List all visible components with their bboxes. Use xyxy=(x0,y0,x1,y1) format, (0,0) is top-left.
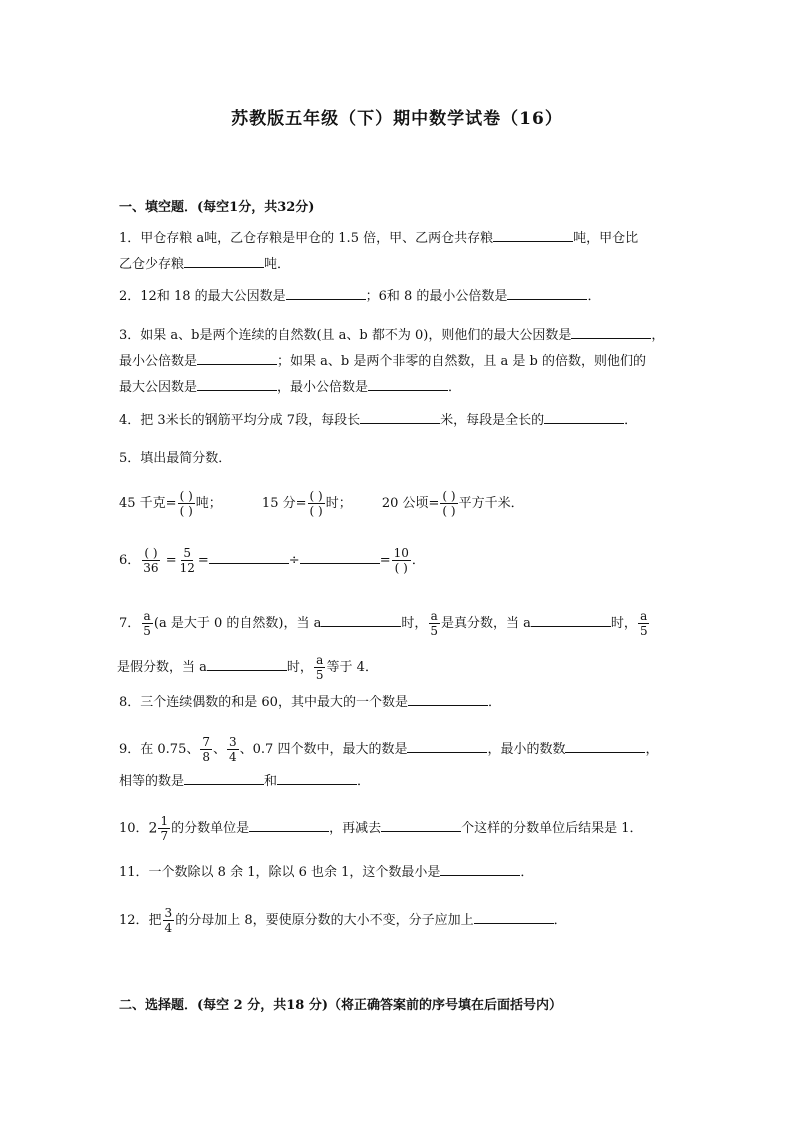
q7-frac1-den: 5 xyxy=(143,624,151,638)
q6-equals-2: = xyxy=(197,553,209,568)
q7-text-d: 时， xyxy=(610,616,637,631)
q9-sep: 、 xyxy=(213,742,227,757)
q7-lead: 7． xyxy=(119,616,141,631)
section-1-heading: 一、填空题．(每空1分，共32分) xyxy=(119,200,315,215)
q9-fraction-3-4 xyxy=(227,735,239,764)
section-2-heading: 二、选择题．(每空 2 分，共18 分)（将正确答案前的序号填在后面括号内） xyxy=(119,998,563,1013)
q6-equals-1: = xyxy=(165,553,177,568)
q4-text-a: 4．把 3米长的钢筋平均分成 7段，每段长 xyxy=(119,413,361,428)
q2-blank-2[interactable] xyxy=(507,285,587,300)
q6-blank-2[interactable] xyxy=(300,549,380,564)
q9-fraction-7-8 xyxy=(200,735,212,764)
q3-blank-4[interactable] xyxy=(368,376,448,391)
question-5-heading: 5．填出最简分数． xyxy=(119,451,232,466)
q3-text-a: 3．如果 a、b是两个连续的自然数(且 a、b 都不为 0)，则他们的最大公因数是 xyxy=(119,328,572,343)
q10-text-b: ，再减去 xyxy=(329,821,382,836)
q7-frac3-den: 5 xyxy=(639,624,648,638)
q1-text-d: 吨． xyxy=(264,257,291,272)
q5-frac2-den: ( ) xyxy=(309,504,323,518)
q3-blank-1[interactable] xyxy=(571,324,651,339)
q5-frac1-den: ( ) xyxy=(179,504,193,518)
q10-frac-num: 1 xyxy=(160,814,169,828)
q2-text-a: 2．12和 18 的最大公因数是 xyxy=(119,289,286,304)
q4-blank-2[interactable] xyxy=(544,409,624,424)
q6-blank-1[interactable] xyxy=(209,549,289,564)
q7-frac4-den: 5 xyxy=(315,668,324,682)
q8-text-a: 8．三个连续偶数的和是 60，其中最大的一个数是 xyxy=(119,695,408,710)
q11-text-a: 11．一个数除以 8 余 1，除以 6 也余 1，这个数最小是 xyxy=(119,865,441,880)
q9-blank-4[interactable] xyxy=(277,770,357,785)
q6-divide: ÷ xyxy=(288,553,300,568)
q3-text-c: 最小公倍数是 xyxy=(119,354,198,369)
q9-blank-3[interactable] xyxy=(184,770,264,785)
question-10 xyxy=(119,814,679,843)
q6-fraction-3[interactable] xyxy=(392,546,411,575)
q7-fraction-a5-1 xyxy=(141,609,153,638)
q9-text-f: 和 xyxy=(264,774,278,789)
question-4 xyxy=(119,408,679,434)
q4-blank-1[interactable] xyxy=(360,409,440,424)
q5-text-hour: 时； xyxy=(325,496,352,511)
q3-text-f: ，最小公倍数是 xyxy=(277,380,369,395)
q6-frac1-den: 36 xyxy=(143,561,159,575)
q1-text-c: 乙仓少存粮 xyxy=(119,257,185,272)
q12-text-a: 12．把 xyxy=(119,913,162,928)
q6-lead: 6． xyxy=(119,553,141,568)
q6-end: ． xyxy=(411,553,425,568)
q9-frac2-den: 4 xyxy=(229,750,237,764)
q12-blank-1[interactable] xyxy=(474,909,554,924)
question-2 xyxy=(119,284,679,310)
q11-blank-1[interactable] xyxy=(440,861,520,876)
q6-fraction-2 xyxy=(178,546,197,575)
q3-blank-3[interactable] xyxy=(197,376,277,391)
q5-fraction-3[interactable] xyxy=(440,489,457,518)
q3-blank-2[interactable] xyxy=(197,350,277,365)
q12-frac-den: 4 xyxy=(164,921,173,935)
q5-frac1-num: ( ) xyxy=(179,489,193,503)
q9-text-a: 9．在 0.75、 xyxy=(119,742,200,757)
q10-fraction xyxy=(158,814,170,843)
q2-text-b: ；6和 8 的最小公倍数是 xyxy=(365,289,508,304)
q9-text-e: 相等的数是 xyxy=(119,774,185,789)
q7-fraction-a5-4 xyxy=(314,653,326,682)
q7-frac3-num: a xyxy=(640,609,648,623)
q3-text-g: ． xyxy=(448,380,462,395)
q6-frac1-num: ( ) xyxy=(144,546,158,560)
q12-text-b: 的分母加上 8，要使原分数的大小不变，分子应加上 xyxy=(175,913,474,928)
question-3 xyxy=(119,323,679,401)
q5-frac2-num: ( ) xyxy=(309,489,323,503)
q1-text-a: 1．甲仓存粮 a吨，乙仓存粮是甲仓的 1.5 倍，甲、乙两仓共存粮 xyxy=(119,231,494,246)
q2-text-c: ． xyxy=(587,289,601,304)
question-9 xyxy=(119,734,679,798)
q6-frac2-den: 12 xyxy=(179,561,195,575)
q5-fraction-2[interactable] xyxy=(308,489,325,518)
q7-blank-1[interactable] xyxy=(321,612,401,627)
q10-frac-den: 7 xyxy=(160,829,169,843)
q9-text-b: 、0.7 四个数中，最大的数是 xyxy=(239,742,408,757)
q6-frac3-num: 10 xyxy=(393,546,409,560)
q10-text-a: 的分数单位是 xyxy=(171,821,250,836)
q10-blank-2[interactable] xyxy=(381,817,461,832)
q9-frac1-den: 8 xyxy=(202,750,210,764)
q7-text-c: 是真分数，当 a xyxy=(441,616,531,631)
q10-mixed-int: 2 xyxy=(148,820,158,837)
q9-text-d: ， xyxy=(645,742,659,757)
q9-text-g: ． xyxy=(357,774,371,789)
q11-text-b: ． xyxy=(520,865,534,880)
q3-text-d: ；如果 a、b 是两个非零的自然数，且 a 是 b 的倍数，则他们的 xyxy=(277,354,646,369)
q7-text-a: (a 是大于 0 的自然数)，当 a xyxy=(153,616,322,631)
q7-text-g: 等于 4． xyxy=(326,660,378,675)
q3-text-b: ， xyxy=(651,328,665,343)
q7-text-e: 是假分数，当 a xyxy=(117,660,207,675)
q10-blank-1[interactable] xyxy=(249,817,329,832)
q12-fraction xyxy=(163,906,175,935)
q7-frac1-num: a xyxy=(143,609,151,623)
question-11 xyxy=(119,860,679,886)
question-1 xyxy=(119,226,679,278)
q1-blank-1[interactable] xyxy=(493,227,573,242)
q6-frac2-num: 5 xyxy=(183,546,192,560)
q7-frac2-den: 5 xyxy=(430,624,439,638)
q7-fraction-a5-2 xyxy=(428,609,440,638)
q7-blank-2[interactable] xyxy=(531,612,611,627)
q5-text-kg: 45 千克= xyxy=(119,496,177,511)
question-5-items xyxy=(119,489,679,518)
q1-text-b: 吨，甲仓比 xyxy=(573,231,639,246)
q5-frac3-num: ( ) xyxy=(442,489,456,503)
q8-text-b: ． xyxy=(487,695,501,710)
q9-blank-1[interactable] xyxy=(407,738,487,753)
q3-text-e: 最大公因数是 xyxy=(119,380,198,395)
q4-text-c: ． xyxy=(624,413,638,428)
q5-text-min: 15 分= xyxy=(261,496,307,511)
q7-text-f: 时， xyxy=(286,660,313,675)
q8-blank-1[interactable] xyxy=(408,691,488,706)
q7-text-b: 时， xyxy=(401,616,428,631)
question-6 xyxy=(119,546,679,575)
q10-lead: 10． xyxy=(119,821,149,836)
q9-text-c: ，最小的数数 xyxy=(487,742,566,757)
q5-fraction-1[interactable] xyxy=(178,489,195,518)
q6-fraction-1[interactable] xyxy=(141,546,160,575)
q12-text-c: ． xyxy=(553,913,567,928)
q1-blank-2[interactable] xyxy=(184,253,264,268)
q7-blank-3[interactable] xyxy=(207,656,287,671)
q9-frac1-num: 7 xyxy=(202,735,210,749)
q7-frac4-num: a xyxy=(316,653,324,667)
q9-frac2-num: 3 xyxy=(229,735,237,749)
q7-frac2-num: a xyxy=(430,609,438,623)
q5-text-ton: 吨； xyxy=(195,496,222,511)
q2-blank-1[interactable] xyxy=(286,285,366,300)
page-title: 苏教版五年级（下）期中数学试卷（16） xyxy=(231,109,563,129)
q4-text-b: 米，每段是全长的 xyxy=(440,413,545,428)
q5-text-km2: 平方千米． xyxy=(458,496,524,511)
question-7 xyxy=(119,602,679,690)
q7-fraction-a5-3 xyxy=(638,609,650,638)
question-8 xyxy=(119,690,679,716)
q5-text-ha: 20 公顷= xyxy=(381,496,440,511)
q6-equals-3: = xyxy=(379,553,391,568)
q6-frac3-den: ( ) xyxy=(394,561,408,575)
q5-frac3-den: ( ) xyxy=(442,504,456,518)
question-12 xyxy=(119,906,679,935)
q12-frac-num: 3 xyxy=(164,906,173,920)
q10-text-c: 个这样的分数单位后结果是 1． xyxy=(461,821,643,836)
q9-blank-2[interactable] xyxy=(565,738,645,753)
